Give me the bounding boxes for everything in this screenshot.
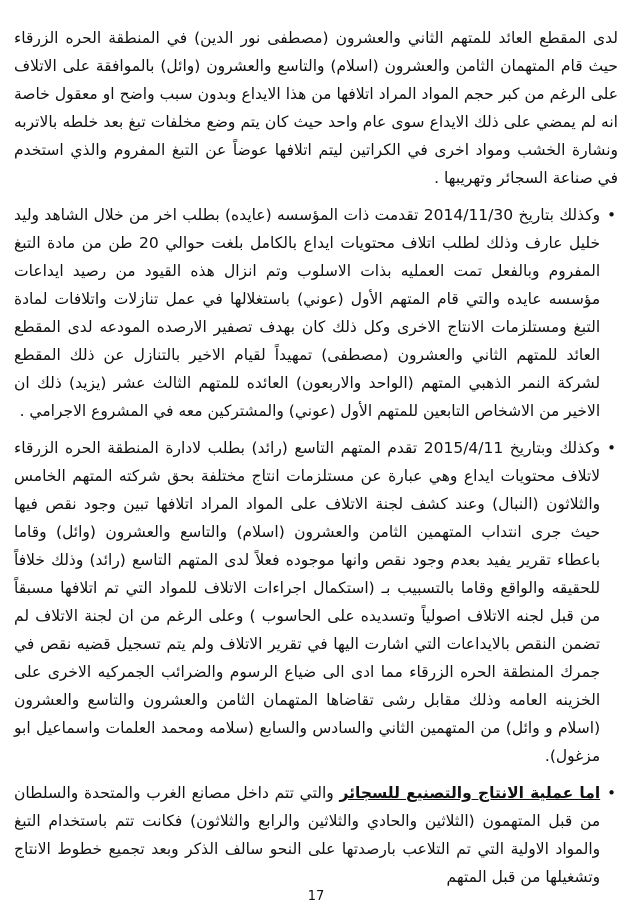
page-number: 17 bbox=[307, 889, 325, 904]
bullet-item-1 bbox=[14, 201, 616, 425]
bullet-icon: • bbox=[607, 206, 616, 224]
bullet-item-3 bbox=[14, 779, 616, 891]
bullet-paragraph-2: وكذلك وبتاريخ 2015/4/11 تقدم المتهم التاسع (رائد) بطلب لادارة المنطقة الحره الزرقاء لاتلاف محتويات ايداع وهي عبارة عن مستلزمات انتاج مختلفة بحق شركته المتهم الخامس والثلاثون (النبال) وعند كشف لجنة الاتلاف على المواد المراد اتلافها تبين وجود نقص فيها حيث جرى انتداب المتهمين الثامن والعشرون (اسلام) والتاسع والعشرون (وائل) وقاما باعطاء تقرير يفيد بعدم وجود نقص وانها موجوده فعلاً لدى المتهم التاسع (رائد) وذلك خلافاً للحقيقه والواقع وقاما بالتسبيب بـ (استكمال اجراءات الاتلاف للمواد التي تم اتلافها مسبقاً من قبل لجنه الاتلاف اصولياً وتسديده على الحاسوب ) وعلى الرغم من ان لجنة الاتلاف لم تضمن النقص بالايداعات التي اشارت اليها في تقرير الاتلاف ولم يتم تسجيل قضيه نقص في جمرك المنطقة الحره الزرقاء مما ادى الى ضياع الرسوم والضرائب الجمركيه الاخرى على الخزينه العامه وذلك مقابل رشى تقاضاها المتهمان الثامن والعشرون والتاسع والعشرون (اسلام و وائل) من المتهمين الثاني والسادس والسابع (سلامه ومحمد العلمات واسماعيل ابو مزغول). bbox=[14, 439, 601, 765]
bullet-item-2 bbox=[14, 434, 616, 770]
bullet-paragraph-1: وكذلك بتاريخ 2014/11/30 تقدمت ذات المؤسسه (عايده) بطلب اخر من خلال الشاهد وليد خليل عارف وذلك لطلب اتلاف محتويات ايداع بالكامل بلغت حوالي 20 طن من مادة التبغ المفروم وبالفعل تمت العمليه بذات الاسلوب وتم انزال هذه القيود من رصيد ايداعات مؤسسه عايده والتي قام المتهم الأول (عوني) باستغلالها في عمل تنازلات واتلافات لمادة التبغ ومستلزمات الانتاج الاخرى وكل ذلك كان بهدف تصفير الارصده المودعه لدى المقطع العائد للمتهم الثاني والعشرون (مصطفى) تمهيداً لقيام الاخير بالتنازل عن ذلك المقطع لشركة النمر الذهبي المتهم (الواحد والاربعون) العائده للمتهم الثالث عشر (يزيد) ذلك ان الاخير من الاشخاص التابعين للمتهم الأول (عوني) والمشتركين معه في المشروع الاجرامي . bbox=[14, 206, 601, 420]
bullet-paragraph-3 bbox=[14, 779, 600, 891]
bullet-icon: • bbox=[607, 784, 616, 802]
bullet-icon: • bbox=[607, 439, 616, 457]
bullet-paragraph-3-heading: اما عملية الانتاج والتصنيع للسجائر bbox=[339, 784, 601, 802]
paragraph-intro: لدى المقطع العائد للمتهم الثاني والعشرون (مصطفى نور الدين) في المنطقة الحره الزرقاء حيث قام المتهمان الثامن والعشرون (اسلام) والتاسع والعشرون (وائل) بالموافقة على الاتلاف على الرغم من كبر حجم المواد المراد اتلافها من هذا الايداع وبدون سبب واضح او معقول خاصة انه لم يمضي على ذلك الايداع سوى عام واحد حيث كان يتم وضع مخلفات تبغ بعد خلطه بالاتربه ونشارة الخشب ومواد اخرى في الكراتين ليتم اتلافها عوضاً عن التبغ المفروم والذي استخدم في صناعة السجائر وتهريبها . bbox=[14, 29, 618, 187]
bullet-paragraph-3-body: والتي تتم داخل مصانع الغرب والمتحدة والسلطان من قبل المتهمون (الثلاثين والحادي والثلاثين والرابع والثلاثون) فكانت تتم باستخدام التبغ والمواد الاولية التي تم التلاعب بارصدتها على النحو سالف الذكر وبعد تجميع خطوط الانتاج وتشغيلها من قبل المتهم bbox=[14, 784, 601, 886]
